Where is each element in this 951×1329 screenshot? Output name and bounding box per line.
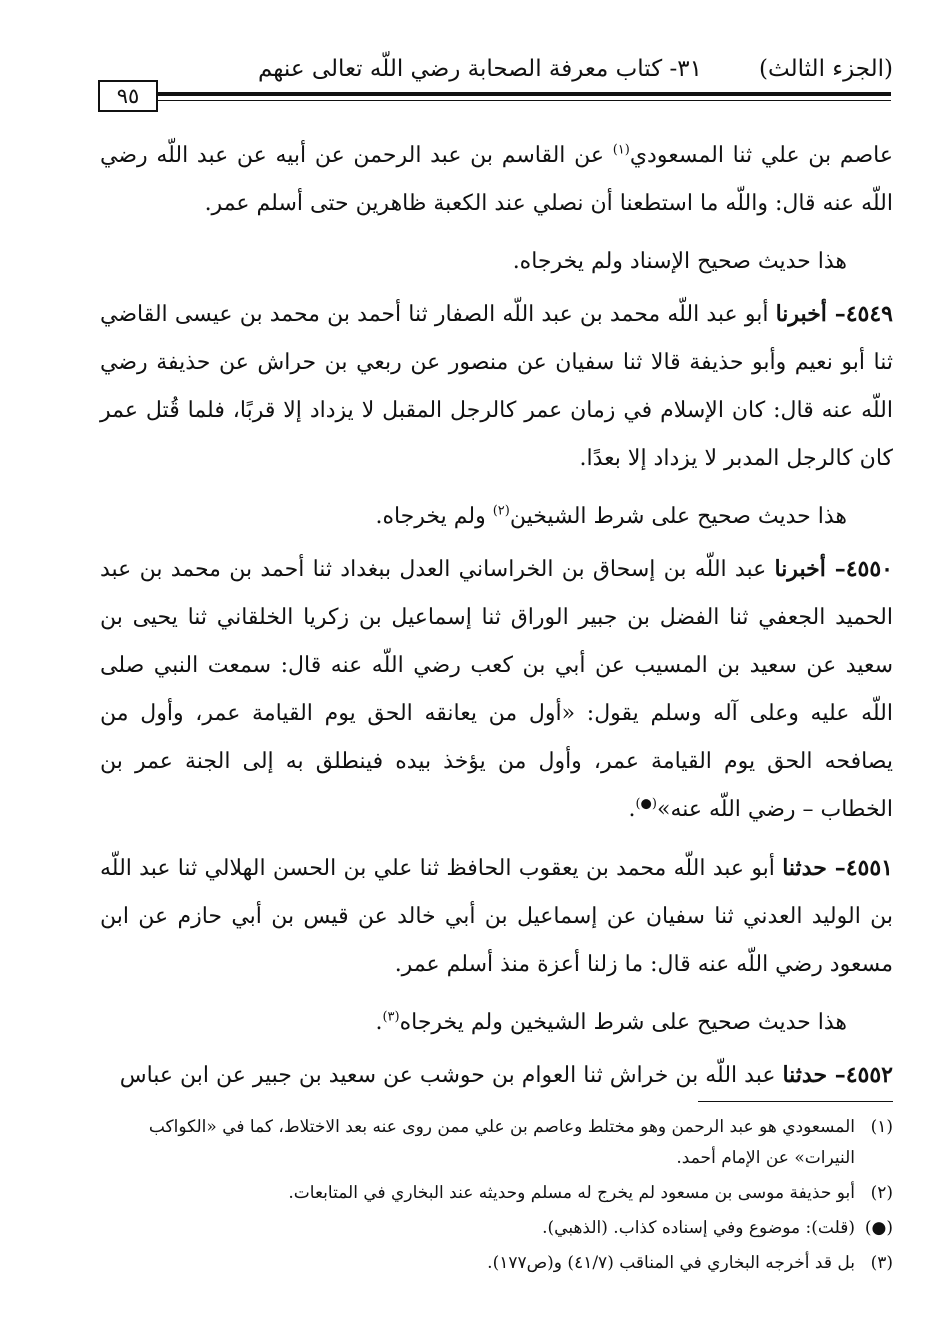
note-text: هذا حديث صحيح على شرط الشيخين (509, 504, 847, 529)
footnote-marker: (١) (870, 1117, 893, 1137)
footnote-ref: (٢) (492, 503, 510, 519)
note-text: . (375, 1010, 383, 1035)
footnote-2 (100, 1178, 893, 1209)
chapter-title: ٣١- كتاب معرفة الصحابة رضي اللّه تعالى عنهم (258, 56, 702, 82)
header-rule (158, 92, 891, 96)
hadith-verb: – أخبرنا (775, 301, 846, 327)
hadith-text-end: . (628, 797, 636, 822)
hadith-text: أبو عبد اللّه محمد بن يعقوب الحافظ ثنا علي بن الحسن الهلالي ثنا عبد اللّه بن الوليد العدني ثنا سفيان عن إسماعيل بن أبي خالد عن قيس بن أبي حازم عن ابن مسعود رضي اللّه عنه قال: ما زلنا أعزة منذ أسلم عمر. (100, 856, 893, 977)
hadith-verb: – أخبرنا (774, 556, 846, 582)
hadith-text: أبو عبد اللّه محمد بن عبد اللّه الصفار ثنا أحمد بن محمد بن عيسى القاضي ثنا أبو نعيم وأبو حذيفة قالا ثنا سفيان عن منصور عن ربعي بن حراش عن حذيفة رضي اللّه عنه قال: كان الإسلام في زمان عمر كالرجل المقبل لا يزداد إلا قربًا، فلما قُتل عمر كان كالرجل المدبر لا يزداد إلا بعدًا. (100, 302, 893, 471)
footnote-separator (698, 1101, 893, 1102)
footnote-marker: (●) (864, 1218, 893, 1238)
footnote-text: بل قد أخرجه البخاري في المناقب (٤١/٧) و(ص١٧٧). (487, 1253, 855, 1273)
hadith-number: ٤٥٥٠ (845, 556, 893, 582)
footnote-ref: (●) (635, 796, 657, 812)
note-text: ولم يخرجاه. (375, 504, 493, 529)
grading-note (100, 999, 893, 1047)
paragraph-text: عاصم بن علي ثنا المسعودي (629, 143, 893, 168)
main-text (100, 132, 893, 1110)
footnote-text: أبو حذيفة موسى بن مسعود لم يخرج له مسلم وحديثه عند البخاري في المتابعات. (288, 1183, 855, 1203)
hadith-verb: – حدثنا (782, 1062, 846, 1088)
footnote-marker: (٢) (870, 1183, 893, 1203)
hadith-number: ٤٥٤٩ (845, 301, 893, 327)
footnote-dot (100, 1213, 893, 1244)
footnote-text: المسعودي هو عبد الرحمن وهو مختلط وعاصم بن علي ممن روى عنه بعد الاختلاط، كما في «الكواكب النيرات» عن الإمام أحمد. (148, 1117, 855, 1168)
footnote-text: (قلت): موضوع وفي إسناده كذاب. (الذهبي). (542, 1218, 855, 1238)
volume-part-label: (الجزء الثالث) (759, 56, 893, 82)
hadith-4552 (100, 1051, 893, 1100)
note-text: هذا حديث صحيح على شرط الشيخين ولم يخرجاه (399, 1010, 847, 1035)
footnote-ref: (٣) (382, 1009, 400, 1025)
grading-note (100, 493, 893, 541)
footnote-1 (100, 1112, 893, 1174)
paragraph-text: عن القاسم بن عبد الرحمن عن أبيه عن عبد اللّه رضي اللّه عنه قال: واللّه ما استطعنا أن نصلي عند الكعبة ظاهرين حتى أسلم عمر. (100, 143, 893, 216)
footnotes (100, 1112, 893, 1283)
footnote-3 (100, 1248, 893, 1279)
header-rule-thin (158, 100, 891, 101)
page-number: ٩٥ (98, 80, 158, 112)
paragraph-continuation (100, 132, 893, 228)
hadith-text: عبد اللّه بن إسحاق بن الخراساني العدل ببغداد ثنا أحمد بن محمد بن عبد الحميد الجعفي ثنا الفضل بن جبير الوراق ثنا إسماعيل بن زكريا الخلقاني ثنا يحيى بن سعيد عن سعيد بن المسيب عن أبي بن كعب رضي اللّه عنه قال: سمعت النبي صلى اللّه عليه وعلى آله وسلم يقول: «أول من يعانقه الحق يوم القيامة عمر، وأول من يصافحه الحق يوم القيامة عمر، وأول من يؤخذ بيده فينطلق به إلى الجنة عمر بن الخطاب – رضي اللّه عنه» (100, 557, 893, 822)
hadith-text: عبد اللّه بن خراش ثنا العوام بن حوشب عن سعيد بن جبير عن ابن عباس (119, 1063, 783, 1088)
hadith-4550 (100, 545, 893, 834)
hadith-4551 (100, 844, 893, 989)
hadith-number: ٤٥٥٢ (845, 1062, 893, 1088)
footnote-marker: (٣) (870, 1253, 893, 1273)
hadith-4549 (100, 290, 893, 483)
hadith-number: ٤٥٥١ (845, 855, 893, 881)
hadith-verb: – حدثنا (782, 855, 846, 881)
footnote-ref: (١) (612, 142, 630, 158)
grading-note: هذا حديث صحيح الإسناد ولم يخرجاه. (512, 249, 847, 274)
